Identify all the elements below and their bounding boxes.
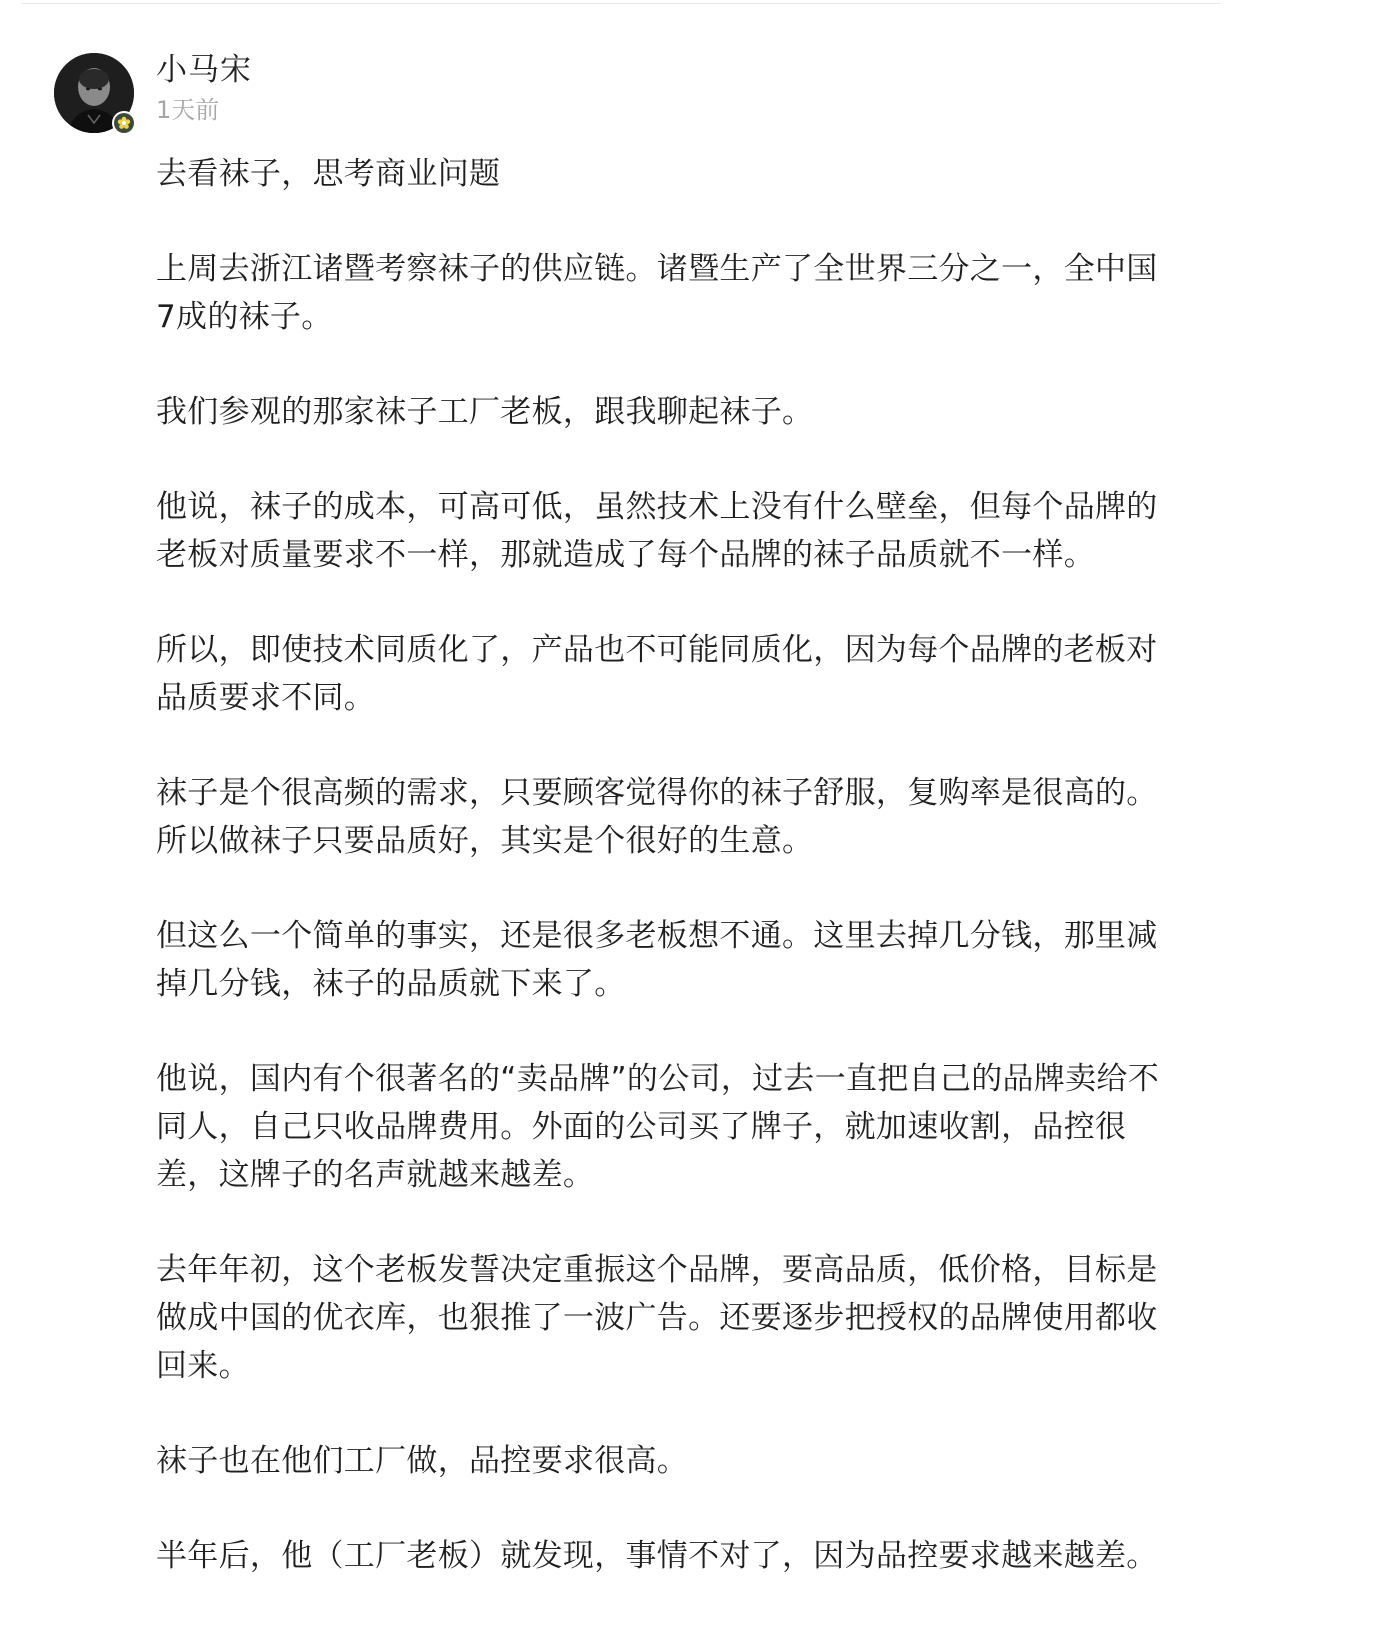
post-paragraph: 去年年初，这个老板发誓决定重振这个品牌，要高品质，低价格，目标是做成中国的优衣库，也狠推了一波广告。还要逐步把授权的品牌使用都收回来。 <box>156 1252 1158 1384</box>
post-paragraph: 上周去浙江诸暨考察袜子的供应链。诸暨生产了全世界三分之一，全中国7成的袜子。 <box>156 251 1158 335</box>
post-paragraph: 所以，即使技术同质化了，产品也不可能同质化，因为每个品牌的老板对品质要求不同。 <box>156 632 1158 716</box>
post-paragraph: 袜子也在他们工厂做，品控要求很高。 <box>156 1443 689 1479</box>
post-body <box>156 150 1166 1627</box>
author-name[interactable]: 小马宋 <box>156 52 252 88</box>
post-paragraph: 半年后，他（工厂老板）就发现，事情不对了，因为品控要求越来越差。 <box>156 1538 1158 1574</box>
post-paragraph: 去看袜子，思考商业问题 <box>156 156 501 192</box>
verified-flower-icon <box>117 116 131 130</box>
post-paragraph: 但这么一个简单的事实，还是很多老板想不通。这里去掉几分钱，那里减掉几分钱，袜子的品质就下来了。 <box>156 918 1158 1002</box>
post-paragraph: 我们参观的那家袜子工厂老板，跟我聊起袜子。 <box>156 394 814 430</box>
post-time: 1天前 <box>156 96 220 124</box>
author-avatar[interactable] <box>54 53 134 133</box>
post-paragraph: 他说，袜子的成本，可高可低，虽然技术上没有什么壁垒，但每个品牌的老板对质量要求不一样，那就造成了每个品牌的袜子品质就不一样。 <box>156 489 1158 573</box>
post-paragraph: 他说，国内有个很著名的“卖品牌”的公司，过去一直把自己的品牌卖给不同人，自己只收品牌费用。外面的公司买了牌子，就加速收割，品控很差，这牌子的名声就越来越差。 <box>156 1061 1160 1193</box>
post-paragraph: 袜子是个很高频的需求，只要顾客觉得你的袜子舒服，复购率是很高的。所以做袜子只要品质好，其实是个很好的生意。 <box>156 775 1158 859</box>
verified-badge <box>112 111 136 135</box>
top-divider <box>22 3 1220 4</box>
